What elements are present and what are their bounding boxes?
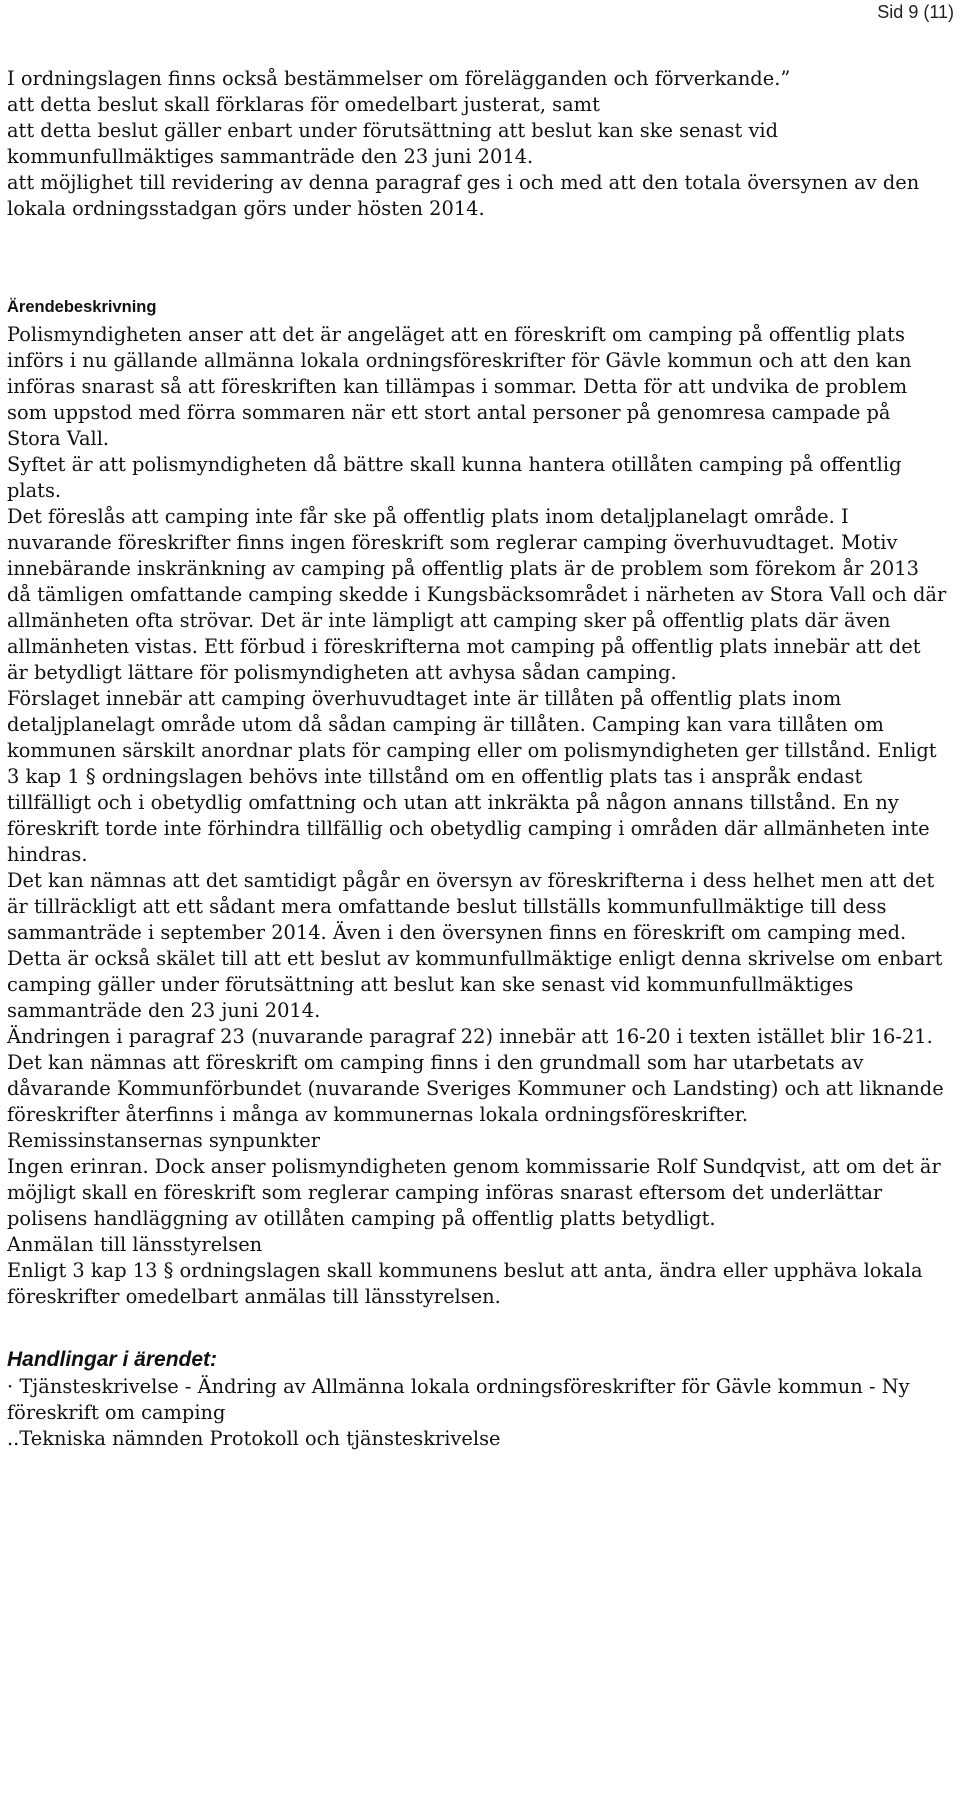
body-paragraph: Ändringen i paragraf 23 (nuvarande paragraf 22) innebär att 16-20 i texten istället blir 16-21. [7, 1025, 933, 1048]
intro-section [7, 66, 947, 222]
list-item: ..Tekniska nämnden Protokoll och tjänsteskrivelse [7, 1427, 501, 1450]
section-gap [7, 1310, 947, 1347]
body-paragraph: Det kan nämnas att föreskrift om camping finns i den grundmall som har utarbetats av dåvarande Kommunförbundet (nuvarande Sveriges Kommuner och Landsting) och att liknande föreskrifter återfinns i många av kommunernas lokala ordningsföreskrifter. [7, 1051, 944, 1126]
document-body [7, 66, 947, 1452]
body-paragraph: Förslaget innebär att camping överhuvudtaget inte är tillåten på offentlig plats inom detaljplanelagt område utom då sådan camping är tillåten. Camping kan vara tillåten om kommunen särskilt anordnar plats för camping eller om polismyndigheten ger tillstånd. Enligt 3 kap 1 § ordningslagen behövs inte tillstånd om en offentlig plats tas i anspråk endast tillfälligt och i obetydlig omfattning och utan att inkräkta på någon annans tillstånd. En ny föreskrift torde inte förhindra tillfällig och obetydlig camping i områden där allmänheten inte hindras. [7, 687, 937, 866]
body-paragraph: Polismyndigheten anser att det är angeläget att en föreskrift om camping på offentlig plats införs i nu gällande allmänna lokala ordningsföreskrifter för Gävle kommun och att den kan införas snarast så att föreskriften kan tillämpas i sommar. Detta för att undvika de problem som uppstod med förra sommaren när ett stort antal personer på genomresa campade på Stora Vall. [7, 323, 912, 450]
intro-line: I ordningslagen finns också bestämmelser om förelägganden och förverkande.” [7, 67, 791, 90]
intro-line: att detta beslut gäller enbart under förutsättning att beslut kan ske senast vid kommunfullmäktiges sammanträde den 23 juni 2014. [7, 119, 779, 168]
body-paragraph: Det föreslås att camping inte får ske på offentlig plats inom detaljplanelagt område. I nuvarande föreskrifter finns ingen föreskrift som reglerar camping överhuvudtaget. Motiv innebärande inskränkning av camping på offentlig plats är de problem som förekom år 2013 då tämligen omfattande camping skedde i Kungsbäcksområdet i närheten av Stora Vall och där allmänheten ofta strövar. Det är inte lämpligt att camping sker på offentlig plats där även allmänheten vistas. Ett förbud i föreskrifterna mot camping på offentlig plats innebär att det är betydligt lättare för polismyndigheten att avhysa sådan camping. [7, 505, 947, 684]
arendebeskrivning-section [7, 296, 947, 1310]
intro-line: att detta beslut skall förklaras för omedelbart justerat, samt [7, 93, 600, 116]
body-paragraph: Syftet är att polismyndigheten då bättre skall kunna hantera otillåten camping på offentlig plats. [7, 453, 902, 502]
subheading-remissinstanser: Remissinstansernas synpunkter [7, 1129, 320, 1152]
handlingar-heading: Handlingar i ärendet: [7, 1348, 218, 1371]
subheading-anmalan: Anmälan till länsstyrelsen [7, 1233, 263, 1256]
body-paragraph: Det kan nämnas att det samtidigt pågår en översyn av föreskrifterna i dess helhet men att det är tillräckligt att ett sådant mera omfattande beslut tillställs kommunfullmäktige till dess sammanträde i september 2014. Även i den översynen finns en föreskrift om camping med. Detta är också skälet till att ett beslut av kommunfullmäktige enligt denna skrivelse om enbart camping gäller under förutsättning att beslut kan ske senast vid kommunfullmäktiges sammanträde den 23 juni 2014. [7, 869, 943, 1022]
body-paragraph: Enligt 3 kap 13 § ordningslagen skall kommunens beslut att anta, ändra eller upphäva lokala föreskrifter omedelbart anmälas till länsstyrelsen. [7, 1259, 923, 1308]
page-number: Sid 9 (11) [877, 2, 954, 22]
list-item: · Tjänsteskrivelse - Ändring av Allmänna lokala ordningsföreskrifter för Gävle kommun - Ny föreskrift om camping [7, 1375, 910, 1424]
section-heading: Ärendebeskrivning [7, 298, 157, 316]
handlingar-section [7, 1347, 947, 1452]
section-gap [7, 222, 947, 296]
body-paragraph: Ingen erinran. Dock anser polismyndigheten genom kommissarie Rolf Sundqvist, att om det är möjligt skall en föreskrift som reglerar camping införas snarast eftersom det underlättar polisens handläggning av otillåten camping på offentlig platts betydligt. [7, 1155, 941, 1230]
handlingar-list [7, 1374, 947, 1452]
intro-line: att möjlighet till revidering av denna paragraf ges i och med att den totala översynen av den lokala ordningsstadgan görs under hösten 2014. [7, 171, 920, 220]
